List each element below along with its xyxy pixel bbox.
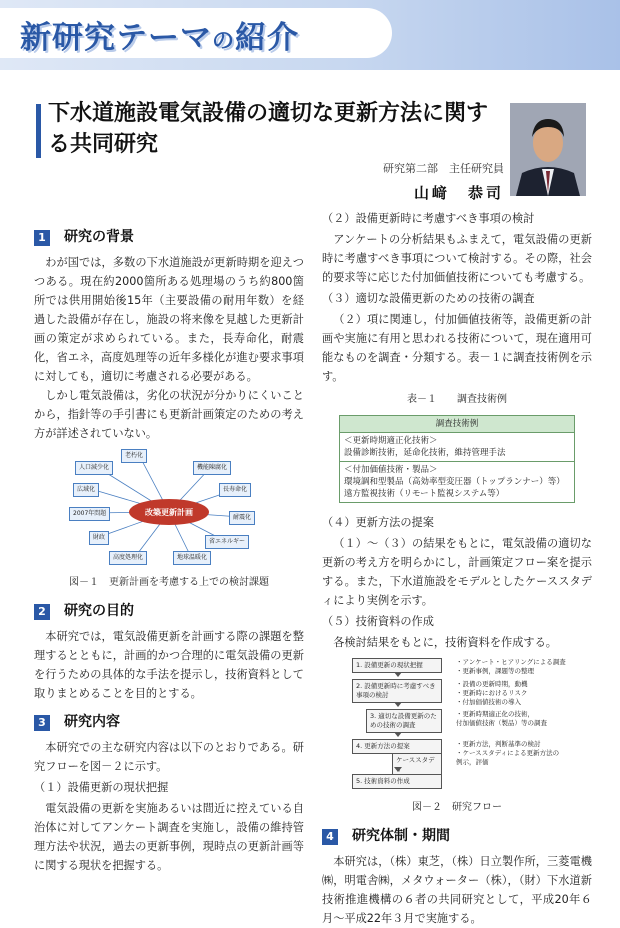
subsection-label: （２）設備更新時に考慮すべき事項の検討 bbox=[322, 212, 535, 225]
banner-title bbox=[20, 12, 299, 57]
subsection-label: （４）更新方法の提案 bbox=[322, 516, 434, 529]
figure1-node: 広域化 bbox=[73, 483, 99, 497]
section-number: 4 bbox=[322, 829, 338, 845]
article-title: 下水道施設電気設備の適切な更新方法に関する共同研究 bbox=[48, 101, 489, 157]
flow-arrow bbox=[394, 672, 402, 677]
figure1-node: 機能陳腐化 bbox=[193, 461, 231, 475]
figure1-caption: 図－１ 更新計画を考慮する上での検討課題 bbox=[69, 577, 269, 588]
figure1-node: 老朽化 bbox=[121, 449, 147, 463]
author-name: 山﨑 恭司 bbox=[413, 184, 504, 202]
flow-step: 4. 更新方法の提案 bbox=[352, 739, 442, 754]
section-title: 研究の背景 bbox=[64, 229, 134, 245]
section-number: 1 bbox=[34, 230, 50, 246]
author-photo bbox=[510, 103, 586, 196]
banner-title-end: 紹介 bbox=[235, 20, 300, 56]
flow-arrow bbox=[394, 732, 402, 737]
title-accent-bar bbox=[36, 104, 41, 158]
section-number: 3 bbox=[34, 715, 50, 731]
flow-step: 5. 技術資料の作成 bbox=[352, 774, 442, 789]
figure1-diagram bbox=[69, 449, 269, 569]
table1 bbox=[339, 415, 575, 503]
section-title: 研究の目的 bbox=[64, 603, 134, 619]
author-block bbox=[300, 160, 504, 203]
figure2-caption: 図－２ 研究フロー bbox=[412, 802, 502, 813]
figure1-node: 地球温暖化 bbox=[173, 551, 211, 565]
paragraph: 本研究での主な研究内容は以下のとおりである。研究フローを図－２に示す。 bbox=[34, 741, 304, 773]
figure1-node: 耐震化 bbox=[229, 511, 255, 525]
section-1-heading bbox=[34, 228, 304, 247]
flow-step: 3. 適切な設備更新のための技術の調査 bbox=[366, 709, 442, 733]
flow-arrow bbox=[394, 767, 402, 772]
subsection-label: （１）設備更新の現状把握 bbox=[34, 781, 169, 794]
figure1-node: 財政 bbox=[89, 531, 109, 545]
paragraph: 本研究は，（株）東芝，（株）日立製作所，三菱電機㈱，明電舎㈱，メタウォーター（株），（財）下水道新技術推進機構の６者の共同研究として，平成20年６月～平成22年３月で実施する。 bbox=[322, 855, 592, 925]
flow-note: ・アンケート・ヒアリングによる調査 ・更新事例，課題等の整理 bbox=[456, 658, 566, 675]
paragraph: 本研究では，電気設備更新を計画する際の課題を整理するとともに，計画的かつ合理的に電気設備の更新を行うための具体的な手法を提示し，技術資料として取りまとめることを目的とする。 bbox=[34, 630, 304, 700]
figure1-node: 高度処理化 bbox=[109, 551, 147, 565]
section-number: 2 bbox=[34, 604, 50, 620]
flow-arrow bbox=[394, 702, 402, 707]
flow-step: 1. 設備更新の現状把握 bbox=[352, 658, 442, 673]
flow-note: ・更新方法，判断基準の検討 ・ケーススタディによる更新方法の 例示，評価 bbox=[456, 740, 560, 766]
subsection-label: （５）技術資料の作成 bbox=[322, 615, 434, 628]
flow-step-case-study: ケーススタディ bbox=[392, 753, 442, 777]
section-4-heading bbox=[322, 827, 592, 846]
table1-row: ＜更新時期適正化技術＞ 設備診断技術，延命化技術，維持管理手法 bbox=[340, 433, 575, 462]
left-column bbox=[34, 218, 304, 875]
paragraph: しかし電気設備は，劣化の状況が分かりにくいことから，指針等の手引書にも更新計画策定のための考え方が詳述されていない。 bbox=[34, 389, 304, 440]
figure1-node: 2007年問題 bbox=[69, 507, 110, 521]
banner-title-main: 新研究テーマ bbox=[20, 20, 212, 56]
paragraph: （２）項に関連し，付加価値技術等，設備更新の計画や実施に有用と思われる技術について，現在適用可能なものを調査・分類する。表－１に調査技術例を示す。 bbox=[322, 313, 592, 383]
figure2-flow bbox=[352, 658, 588, 794]
figure1-center: 改築更新計画 bbox=[129, 499, 209, 525]
table1-caption: 表－１ 調査技術例 bbox=[407, 394, 507, 405]
flow-note: ・設備の更新時期，動機 ・更新時におけるリスク ・付加価値技術の導入 bbox=[456, 680, 528, 706]
paragraph: アンケートの分析結果もふまえて，電気設備の更新時に考慮すべき事項について検討する。その際，社会的要求等に応じた付加価値技術についても考慮する。 bbox=[322, 233, 592, 284]
portrait-image bbox=[510, 103, 586, 196]
banner-title-no: の bbox=[212, 29, 236, 54]
paragraph: （１）～（３）の結果をもとに，電気設備の適切な更新の考え方を明らかにし，計画策定フロー案を提示する。また，下水道施設をモデルとしたケーススタディにより実例を示す。 bbox=[322, 537, 592, 607]
paragraph: 各検討結果をもとに，技術資料を作成する。 bbox=[333, 636, 557, 649]
header-banner bbox=[0, 0, 620, 70]
figure1-node: 人口減少化 bbox=[75, 461, 113, 475]
section-title: 研究体制・期間 bbox=[352, 828, 450, 844]
table1-row: ＜付加価値技術・製品＞ 環境調和型製品（高効率型変圧器（トップランナー）等） 遠方監視技術（リモート監視システム等） bbox=[340, 462, 575, 503]
paragraph: わが国では，多数の下水道施設が更新時期を迎えつつある。現在約2000箇所ある処理場のうち約800箇所では供用開始後15年（主要設備の耐用年数）を経過した設備が存在し，施設の将来像を見越した更新計画の策定が求められている。また，長寿命化，耐震化，省エネ，高度処理等の近年多様化が進む要求事項に対しても，適切に考慮される必要がある。 bbox=[34, 256, 304, 383]
subsection-label: （３）適切な設備更新のための技術の調査 bbox=[322, 292, 535, 305]
flow-note: ・更新時期適正化の技術， 付加価値技術（製品）等の調査 bbox=[456, 710, 547, 727]
figure1-node: 省エネルギー bbox=[205, 535, 249, 549]
author-affiliation: 研究第二部 主任研究員 bbox=[383, 162, 504, 175]
section-3-heading bbox=[34, 713, 304, 732]
paragraph: 電気設備の更新を実施あるいは間近に控えている自治体に対してアンケート調査を実施し，設備の維持管理方法や状況，過去の更新事例，現時点の更新計画等に関する現状を把握する。 bbox=[34, 802, 304, 872]
right-column bbox=[322, 207, 592, 928]
section-title: 研究内容 bbox=[64, 714, 120, 730]
table1-header: 調査技術例 bbox=[340, 416, 575, 433]
section-2-heading bbox=[34, 602, 304, 621]
flow-step: 2. 設備更新時に考慮すべき事項の検討 bbox=[352, 679, 442, 703]
figure1-node: 長寿命化 bbox=[219, 483, 251, 497]
